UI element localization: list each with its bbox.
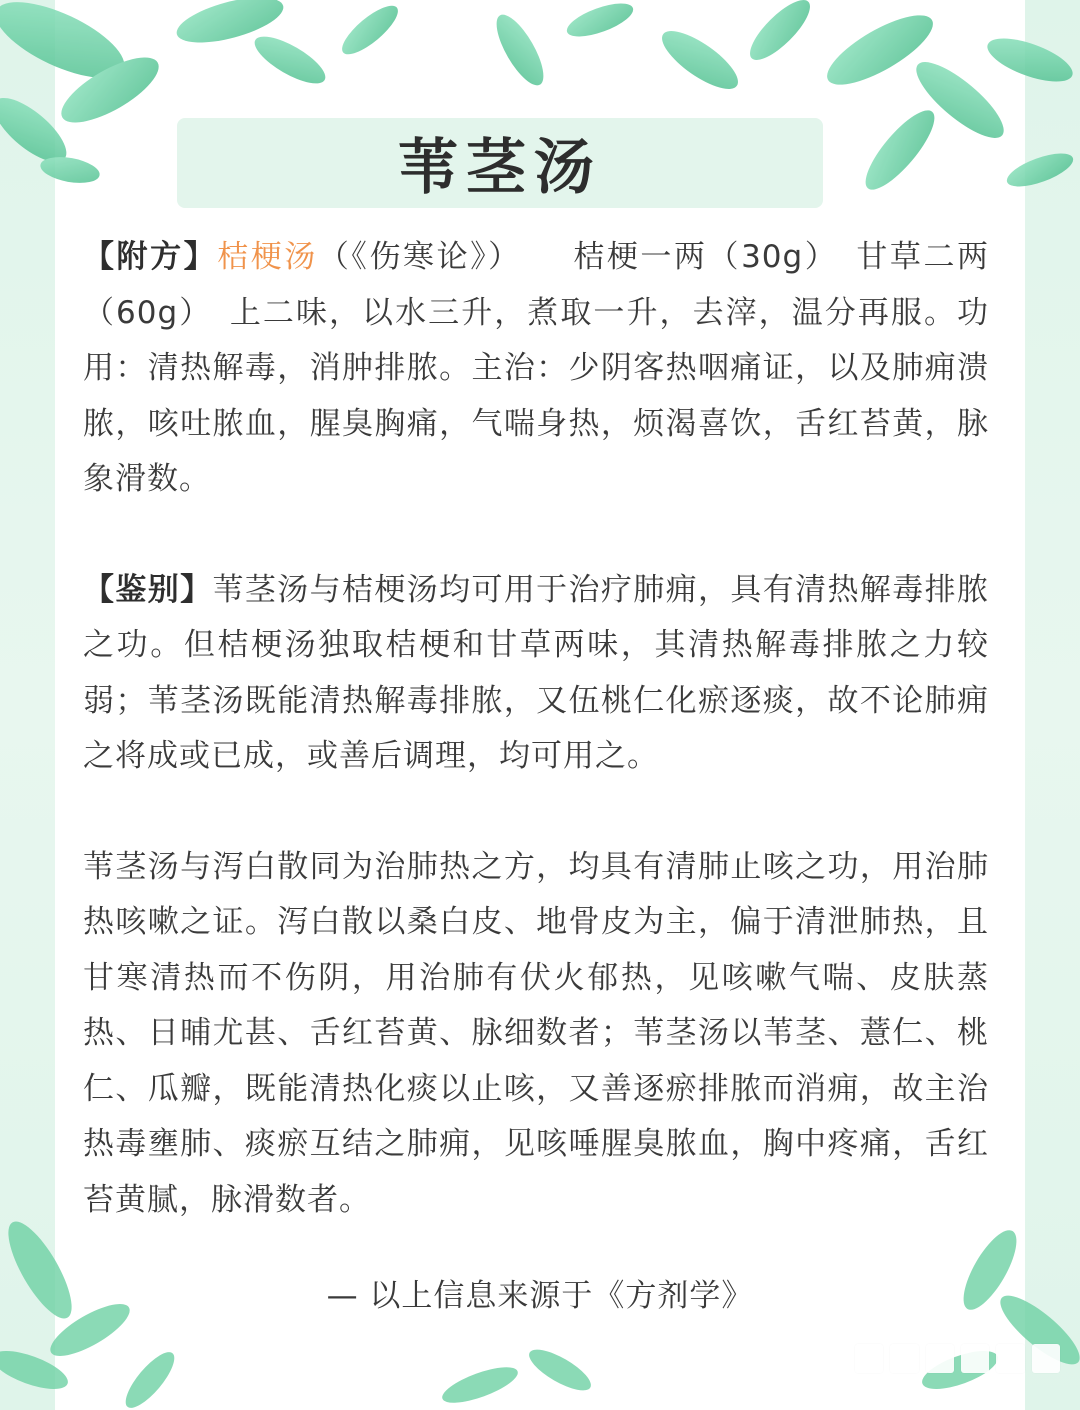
watermark-block: [996, 1344, 1024, 1373]
watermark-block: [961, 1344, 989, 1373]
watermark-block: [855, 1344, 883, 1373]
title-banner: [177, 118, 823, 208]
watermark-block: [1032, 1344, 1060, 1373]
watermark-block: [890, 1344, 918, 1373]
right-mint-border: [1025, 0, 1080, 1410]
fufang-formula-name: 桔梗汤: [217, 239, 318, 275]
paragraph-jianbie: [83, 563, 989, 785]
article-body: [83, 230, 989, 1228]
paragraph-comparison: 苇茎汤与泻白散同为治肺热之方，均具有清肺止咳之功，用治肺热咳嗽之证。泻白散以桑白皮、地骨皮为主，偏于清泄肺热，且甘寒清热而不伤阴，用治肺有伏火郁热，见咳嗽气喘、皮肤蒸热、日晡尤甚、舌红苔黄、脉细数者；苇茎汤以苇茎、薏仁、桃仁、瓜瓣，既能清热化痰以止咳，又善逐瘀排脓而消痈，故主治热毒壅肺、痰瘀互结之肺痈，见咳唾腥臭脓血，胸中疼痛，舌红苔黄腻，脉滑数者。: [83, 848, 989, 1218]
paragraph-fufang: [83, 230, 989, 508]
fufang-label: 【附方】: [83, 239, 218, 275]
jianbie-label: 【鉴别】: [83, 571, 213, 608]
source-citation: — 以上信息来源于《方剂学》: [326, 1278, 754, 1314]
fufang-text: （《伤寒论》） 桔梗一两（30g） 甘草二两（60g） 上二味，以水三升，煮取一升，去滓，温分再服。功用：清热解毒，消肿排脓。主治：少阴客热咽痛证，以及肺痈溃脓，咳吐脓血，腥臭胸痛，气喘身热，烦渴喜饮，舌红苔黄，脉象滑数。: [83, 239, 990, 497]
jianbie-text: 苇茎汤与桔梗汤均可用于治疗肺痈，具有清热解毒排脓之功。但桔梗汤独取桔梗和甘草两味，其清热解毒排脓之力较弱；苇茎汤既能清热解毒排脓，又伍桃仁化瘀逐痰，故不论肺痈之将成或已成，或善后调理，均可用之。: [83, 571, 990, 774]
left-mint-border: [0, 0, 55, 1410]
page-title: 苇茎汤: [398, 133, 602, 203]
watermark: [855, 1338, 1060, 1378]
watermark-block: [926, 1344, 954, 1373]
